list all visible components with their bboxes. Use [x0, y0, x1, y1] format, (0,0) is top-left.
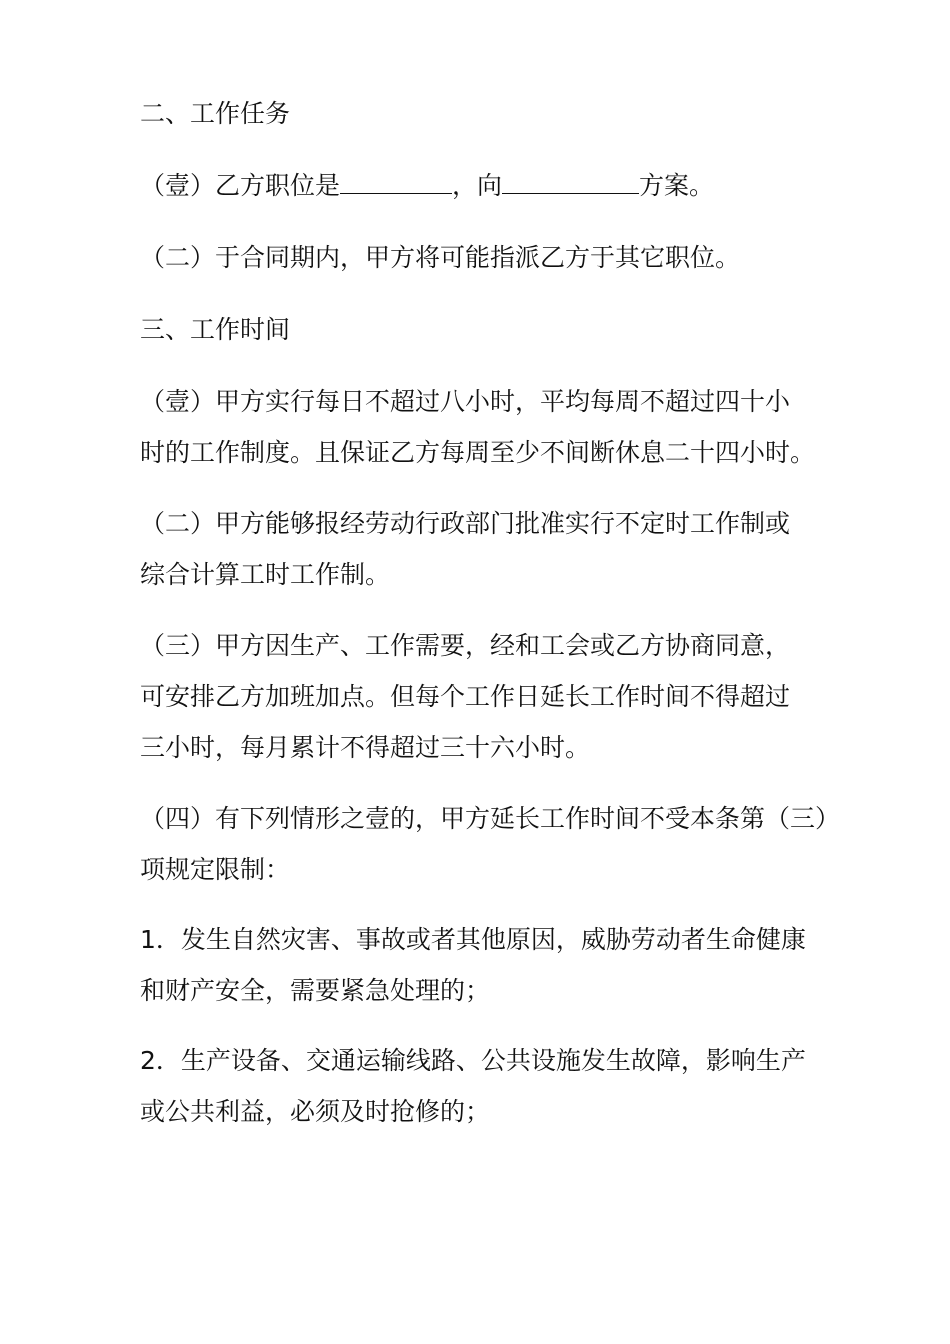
- paragraph-flexible-hours: [140, 498, 830, 600]
- paragraph-exceptions: [140, 793, 841, 895]
- paragraph-reassignment: [140, 232, 830, 283]
- paragraph-line: 综合计算工时工作制。: [140, 560, 391, 589]
- section-title-text: 二、工作任务: [140, 99, 291, 128]
- paragraph-line: （壹）甲方实行每日不超过八小时，平均每周不超过四十小: [140, 387, 791, 416]
- paragraph-position: [140, 160, 830, 211]
- paragraph-line: 1．发生自然灾害、事故或者其他原因，威胁劳动者生命健康: [140, 925, 806, 954]
- section-title-text: 三、工作时间: [140, 315, 291, 344]
- list-item-2: [140, 1035, 830, 1137]
- section-title-work-tasks: [140, 88, 830, 139]
- text-segment: （壹）乙方职位是: [140, 171, 341, 200]
- paragraph-line: [140, 160, 830, 211]
- text-segment: 方案。: [639, 171, 715, 200]
- blank-position-field: [340, 165, 452, 194]
- paragraph-line: 2．生产设备、交通运输线路、公共设施发生故障，影响生产: [140, 1046, 806, 1075]
- section-title-work-hours: [140, 304, 830, 355]
- paragraph-line: 三小时，每月累计不得超过三十六小时。: [140, 733, 591, 762]
- paragraph-line: 项规定限制：: [140, 855, 291, 884]
- list-item-1: [140, 914, 830, 1016]
- paragraph-working-hours: [140, 376, 830, 478]
- text-segment: ，向: [452, 171, 503, 200]
- paragraph-line: （四）有下列情形之壹的，甲方延长工作时间不受本条第（三）: [140, 804, 841, 833]
- paragraph-line: （三）甲方因生产、工作需要，经和工会或乙方协商同意，: [140, 631, 791, 660]
- paragraph-line: 时的工作制度。且保证乙方每周至少不间断休息二十四小时。: [140, 438, 816, 467]
- paragraph-line: （二）于合同期内，甲方将可能指派乙方于其它职位。: [140, 243, 741, 272]
- blank-report-to-field: [502, 165, 639, 194]
- paragraph-overtime: [140, 620, 830, 773]
- paragraph-line: 或公共利益，必须及时抢修的；: [140, 1097, 491, 1126]
- paragraph-line: 可安排乙方加班加点。但每个工作日延长工作时间不得超过: [140, 682, 791, 711]
- paragraph-line: （二）甲方能够报经劳动行政部门批准实行不定时工作制或: [140, 509, 791, 538]
- paragraph-line: 和财产安全，需要紧急处理的；: [140, 976, 491, 1005]
